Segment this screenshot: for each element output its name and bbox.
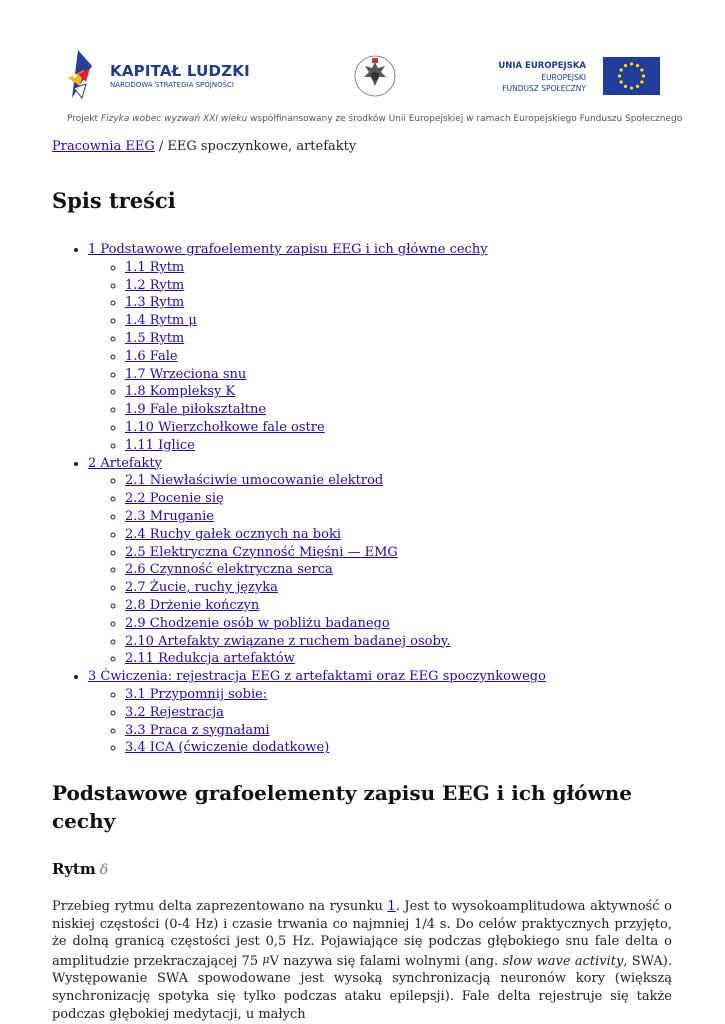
toc-subsection-item [125,597,672,615]
toc-subsection-list [88,472,672,668]
toc-subsection-link[interactable]: 3.3 Praca z sygnałami [125,722,270,738]
toc-subsection-item [125,383,672,401]
toc-section-link[interactable]: 3 Ćwiczenia: rejestracja EEG z artefaktami oraz EEG spoczynkowego [88,669,546,685]
subsection-heading-text: Rytm [52,860,96,879]
eu-line-2: EUROPEJSKI [541,73,586,82]
toc-subsection-link[interactable]: 1.6 Fale [125,348,178,364]
main-content [52,137,672,1023]
university-seal-icon [352,50,398,102]
toc-subsection-link[interactable]: 2.8 Drżenie kończyn [125,597,260,613]
section-heading: Podstawowe grafoelementy zapisu EEG i ich główne cechy [52,781,632,834]
toc-subsection-link[interactable]: 2.1 Niewłaściwie umocowanie elektrod [125,473,384,489]
breadcrumb-link-pracownia-eeg[interactable]: Pracownia EEG [52,139,155,154]
toc-subsection-link[interactable]: 2.5 Elektryczna Czynność Mięśni — EMG [125,544,398,560]
toc-subsection-link[interactable]: 3.2 Rejestracja [125,704,224,720]
toc-subsection-link[interactable]: 1.4 Rytm μ [125,313,197,329]
toc-subsection-item [125,437,672,455]
toc-subsection-item [125,259,672,277]
paragraph-text-2: . Jest to wysokoamplitudowa aktywność o niskiej częstości (0-4 Hz) i czasie trwania co najmniej 1/4 s. Do celów praktycznych przyjęto, że dolną granicą częstości jest 0,5 Hz. Pojawiające się podczas głębokiego snu fale delta o amplitudzie przekraczającej 75 [52,899,672,969]
toc-subsection-list [88,686,672,757]
toc-subsection-item [125,401,672,419]
paragraph-text-3: V nazywa się falami wolnymi (ang. [269,953,503,969]
toc-subsection-link[interactable]: 2.7 Żucie, ruchy języka [125,580,278,596]
eu-flag-icon [603,57,660,95]
toc-subsection-item [125,490,672,508]
toc-subsection-link[interactable]: 3.4 ICA (ćwiczenie dodatkowe) [125,740,330,756]
toc-subsection-link[interactable]: 1.1 Rytm [125,259,185,275]
toc-subsection-item [125,348,672,366]
breadcrumb [52,137,672,157]
project-funding-line [67,114,682,124]
paragraph-text-1: Przebieg rytmu delta zaprezentowano na rysunku [52,899,388,915]
toc-subsection-item [125,722,672,740]
kapital-ludzki-subtitle: NARODOWA STRATEGIA SPÓJNOŚCI [110,81,234,89]
kapital-ludzki-logo [64,48,250,100]
toc-subsection-link[interactable]: 1.9 Fale piłokształtne [125,402,267,418]
mu-symbol: μ [262,952,270,966]
toc-subsection-link[interactable]: 3.1 Przypomnij sobie: [125,686,268,702]
toc-subsection-item [125,294,672,312]
toc-section-link[interactable]: 2 Artefakty [88,455,162,471]
toc-subsection-link[interactable]: 2.10 Artefakty związane z ruchem badanej osoby. [125,633,451,649]
toc-subsection-item [125,366,672,384]
toc-subsection-item [125,544,672,562]
project-title: Fizyka wobec wyzwań XXI wieku [100,114,248,124]
paragraph-text-4: , SWA). Występowanie SWA spowodowane jest wysoką synchronizacją neuronów kory (większą synchronizację spotyka się tylko podczas ataku epilepsji). Fale delta rejestruje się także podczas głębokiej medytacji, u małych [52,953,672,1022]
toc-section-item [88,241,672,455]
toc-subsection-link[interactable]: 2.9 Chodzenie osób w pobliżu badanego [125,615,390,631]
project-suffix: współfinansowany ze środków Unii Europejskiej w ramach Europejskiego Funduszu Społecznego [247,114,683,124]
toc-subsection-link[interactable]: 2.11 Redukcja artefaktów [125,651,295,667]
toc-subsection-item [125,508,672,526]
toc-subsection-item [125,739,672,757]
toc-subsection-item [125,472,672,490]
toc-subsection-item [125,704,672,722]
toc-subsection-list [88,259,672,455]
toc-subsection-item [125,419,672,437]
toc-subsection-link[interactable]: 2.3 Mruganie [125,508,215,524]
figure-ref-link[interactable]: 1 [387,899,396,915]
header-banner [0,0,725,135]
breadcrumb-separator: / [154,139,168,154]
toc-section-link[interactable]: 1 Podstawowe grafoelementy zapisu EEG i ich główne cechy [88,242,488,257]
paragraph-emphasis: slow wave activity [502,953,624,969]
toc-subsection-item [125,686,672,704]
toc-subsection-link[interactable]: 1.3 Rytm [125,295,185,311]
toc-section-item [88,668,672,757]
eu-line-1: UNIA EUROPEJSKA [498,61,586,71]
delta-symbol: δ [99,862,109,879]
toc-subsection-item [125,312,672,330]
breadcrumb-current: EEG spoczynkowe, artefakty [167,139,357,154]
kapital-ludzki-title: KAPITAŁ LUDZKI [110,62,250,80]
toc-subsection-item [125,633,672,651]
toc-subsection-item [125,277,672,295]
toc-subsection-item [125,615,672,633]
section-paragraph [52,898,672,1023]
project-prefix: Projekt [67,114,101,124]
toc-subsection-link[interactable]: 2.4 Ruchy gałek ocznych na boki [125,526,341,542]
toc-section-item [88,455,672,669]
toc-subsection-link[interactable]: 1.8 Kompleksy K [125,384,236,400]
toc-subsection-item [125,579,672,597]
toc-subsection-link[interactable]: 1.11 Iglice [125,437,195,453]
toc-subsection-link[interactable]: 1.10 Wierzchołkowe fale ostre [125,419,325,435]
toc-subsection-item [125,330,672,348]
subsection-heading [52,859,672,880]
toc-subsection-link[interactable]: 1.5 Rytm [125,330,185,346]
toc-subsection-link[interactable]: 1.2 Rytm [125,277,185,293]
kapital-ludzki-mark-icon [64,48,104,100]
eu-line-3: FUNDUSZ SPOŁECZNY [502,84,586,93]
toc-title: Spis treści [52,188,176,213]
toc-subsection-link[interactable]: 1.7 Wrzeciona snu [125,366,247,382]
table-of-contents [52,241,672,757]
toc-subsection-item [125,526,672,544]
toc-subsection-link[interactable]: 2.2 Pocenie się [125,491,224,507]
toc-subsection-link[interactable]: 2.6 Czynność elektryczna serca [125,562,333,578]
eu-text-block [498,61,586,94]
toc-subsection-item [125,561,672,579]
toc-subsection-item [125,650,672,668]
